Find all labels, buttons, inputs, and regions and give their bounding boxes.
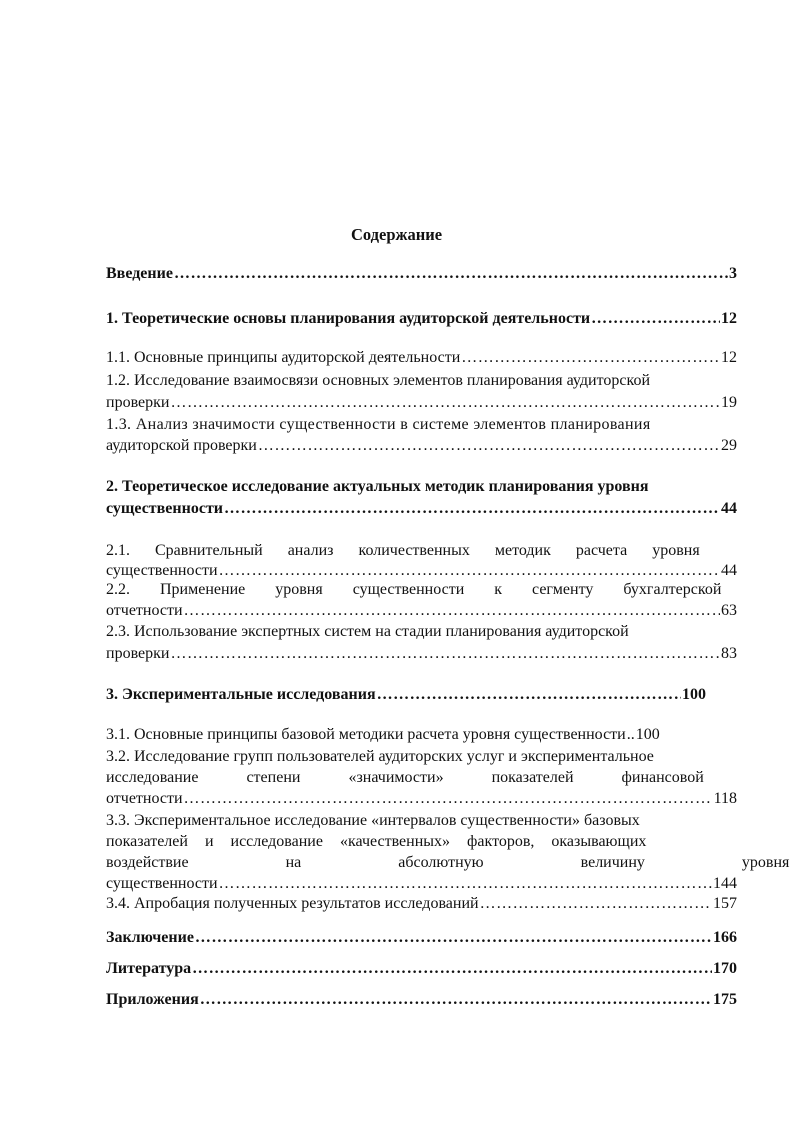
toc-page: 100 — [682, 686, 706, 703]
toc-text: 3.2. Исследование групп пользователей аудиторских услуг и экспериментальное — [106, 748, 654, 765]
toc-label: 3. Экспериментальные исследования — [106, 686, 376, 703]
toc-page: 166 — [713, 929, 737, 946]
toc-entry-2-3[interactable] — [106, 644, 737, 664]
toc-entry-chapter-2[interactable] — [106, 499, 737, 519]
toc-entry-3-1[interactable]: 3.1. Основные принципы базовой методики расчета уровня существенности .. 100 — [106, 726, 660, 743]
toc-page: 63 — [721, 602, 737, 619]
toc-entry-1-3[interactable] — [106, 436, 737, 456]
toc-page: 29 — [721, 437, 737, 454]
toc-page: 175 — [713, 991, 737, 1008]
toc-entry-3-3[interactable] — [106, 874, 737, 894]
toc-text: 2. Теоретическое исследование актуальных методик планирования уровня — [106, 478, 649, 495]
toc-text: 1.3. Анализ значимости существенности в системе элементов планирования — [106, 416, 651, 433]
toc-text: исследование степени «значимости» показателей финансовой — [106, 769, 704, 786]
toc-entry-1-1[interactable] — [106, 348, 737, 368]
toc-label: 3.1. Основные принципы базовой методики расчета уровня существенности — [106, 726, 626, 743]
toc-entry-2-3-line1[interactable] — [106, 622, 737, 642]
toc-label: 1. Теоретические основы планирования аудиторской деятельности — [106, 310, 591, 327]
toc-page: 12 — [721, 349, 737, 366]
toc-page: 144 — [713, 875, 737, 892]
toc-label: Заключение — [106, 929, 194, 946]
toc-label: Введение — [106, 265, 173, 282]
toc-entry-appendices[interactable] — [106, 990, 737, 1010]
toc-page: 118 — [713, 790, 737, 807]
toc-entry-2-2-line1[interactable] — [106, 580, 737, 600]
toc-text: 1.2. Исследование взаимосвязи основных элементов планирования аудиторской — [106, 372, 651, 389]
toc-text: 2.3. Использование экспертных систем на стадии планирования аудиторской — [106, 623, 629, 640]
toc-text: 2.2. Применение уровня существенности к сегменту бухгалтерской — [106, 581, 722, 598]
toc-entry-3-4[interactable] — [106, 894, 737, 914]
toc-text: воздействие на абсолютную величину уровня — [106, 854, 790, 871]
toc-entry-1-3-line1[interactable] — [106, 415, 737, 435]
toc-page: 44 — [721, 562, 737, 579]
page-title: Содержание — [350, 225, 443, 244]
toc-page: 170 — [713, 960, 737, 977]
toc-text: показателей и исследование «качественных» факторов, оказывающих — [106, 833, 647, 850]
toc-text: 3.3. Экспериментальное исследование «интервалов существенности» базовых — [106, 812, 640, 829]
toc-entry-3-3-line1[interactable] — [106, 811, 737, 831]
toc-entry-introduction[interactable] — [106, 264, 737, 284]
toc-entry-conclusion[interactable] — [106, 928, 737, 948]
toc-entry-chapter-3[interactable] — [106, 685, 706, 705]
toc-page: 100 — [635, 726, 660, 743]
toc-entry-3-3-line2[interactable] — [106, 832, 737, 852]
toc-page: 19 — [721, 394, 737, 411]
toc-entry-literature[interactable] — [106, 959, 737, 979]
toc-page: 157 — [713, 895, 737, 912]
toc-entry-3-2-line1[interactable] — [106, 747, 737, 767]
toc-entry-3-2[interactable] — [106, 789, 737, 809]
toc-label: аудиторской проверки — [106, 437, 257, 454]
toc-page: 12 — [721, 310, 737, 327]
toc-entry-chapter-2-line1[interactable] — [106, 477, 737, 497]
toc-entry-2-1-line1[interactable] — [106, 541, 737, 561]
toc-entry-1-2[interactable] — [106, 393, 737, 413]
toc-entry-2-2[interactable] — [106, 601, 737, 621]
toc-entry-1-2-line1[interactable] — [106, 371, 737, 391]
toc-label: Литература — [106, 960, 192, 977]
toc-entry-chapter-1[interactable] — [106, 309, 737, 329]
toc-label: Приложения — [106, 991, 199, 1008]
toc-text: 2.1. Сравнительный анализ количественных методик расчета уровня — [106, 542, 700, 559]
toc-page: 83 — [721, 645, 737, 662]
toc-page: 3 — [729, 265, 737, 282]
toc-label: отчетности — [106, 602, 183, 619]
toc-label: 1.1. Основные принципы аудиторской деятельности — [106, 349, 461, 366]
toc-label: существенности — [106, 500, 224, 517]
toc-entry-3-3-line3[interactable] — [106, 853, 790, 873]
toc-label: существенности — [106, 562, 218, 579]
toc-label: 3.4. Апробация полученных результатов исследований — [106, 895, 479, 912]
toc-entry-2-1[interactable] — [106, 561, 737, 581]
toc-label: отчетности — [106, 790, 183, 807]
toc-entry-3-2-line2[interactable] — [106, 768, 737, 788]
toc-label: проверки — [106, 394, 170, 411]
toc-label: проверки — [106, 645, 170, 662]
toc-label: существенности — [106, 875, 218, 892]
toc-page: 44 — [721, 500, 737, 517]
